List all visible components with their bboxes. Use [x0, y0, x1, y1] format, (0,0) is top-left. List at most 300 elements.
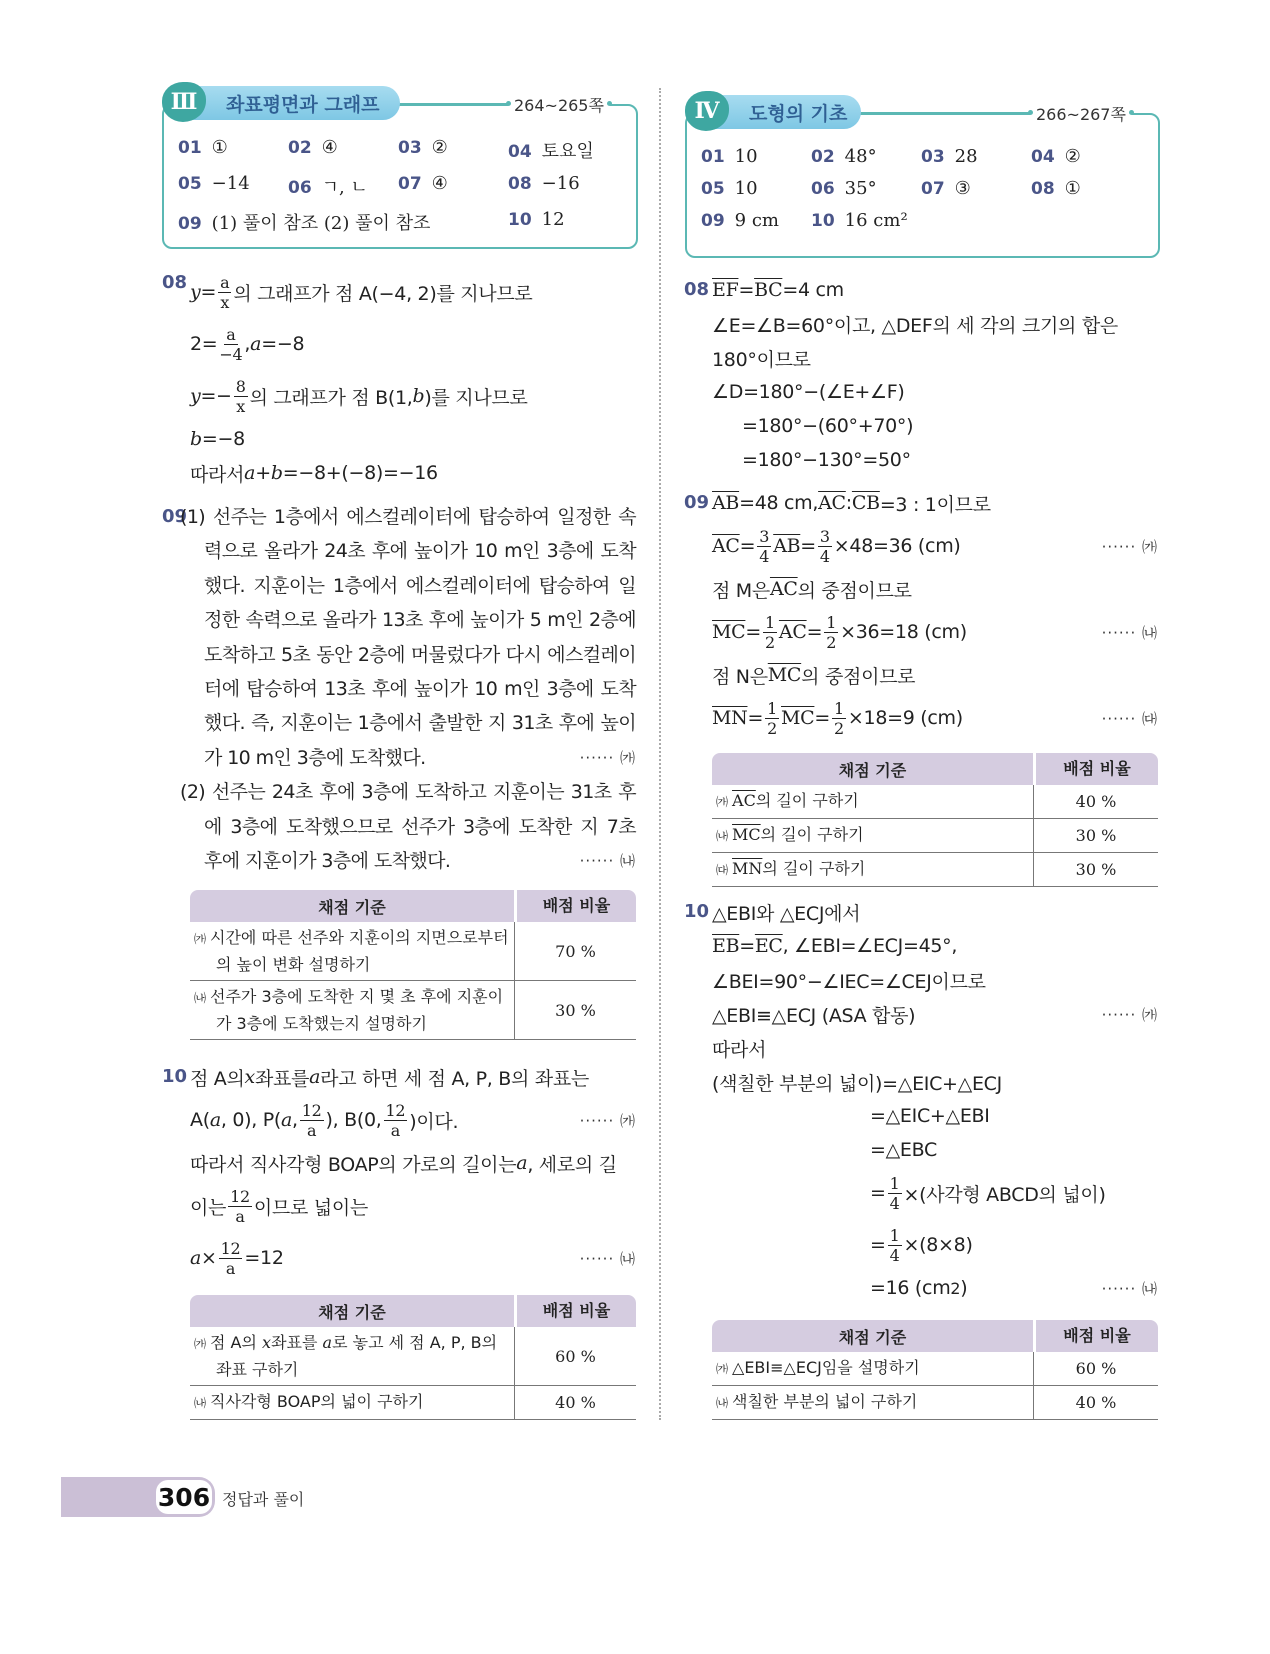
- text-run: , 0), P(: [220, 1109, 281, 1131]
- segment-label: $\overline{AC}$: [712, 535, 740, 557]
- text-run: =: [747, 707, 764, 729]
- text-run: 좌표를: [254, 1067, 310, 1090]
- solution-line: [190, 1146, 636, 1180]
- problem-body: [190, 1060, 636, 1284]
- solution-line: [712, 963, 1158, 997]
- segment-label: $\overline{AC}$: [732, 791, 756, 810]
- text-run: 의 중점이므로: [801, 665, 916, 688]
- solution-line: [190, 266, 636, 318]
- text-run: 180°이므로: [712, 348, 811, 371]
- answer-value: 10: [734, 178, 758, 199]
- text-run: 점 A의: [190, 1067, 245, 1090]
- text-run: 이는: [190, 1196, 227, 1219]
- ratio-cell: 30 %: [1033, 819, 1158, 852]
- text-run: =−8+(−8)=−16: [282, 462, 438, 484]
- section-pages: 266~267쪽: [1030, 102, 1132, 125]
- math-variable: b: [412, 385, 425, 407]
- answer-item: [1031, 178, 1151, 199]
- solution-line: [712, 1065, 1158, 1099]
- solution-line: [190, 422, 636, 456]
- math-variable: a: [244, 462, 256, 484]
- text-run: =: [806, 621, 823, 643]
- answer-value: (1) 풀이 참조 (2) 풀이 참조: [211, 213, 431, 234]
- text-run: ): [960, 1277, 968, 1299]
- solution-line: [712, 273, 1158, 307]
- text-run: 직사각형 BOAP의 넓이 구하기: [210, 1392, 424, 1411]
- answer-item: [508, 173, 628, 199]
- solution-line: [190, 456, 636, 490]
- table-header: [190, 890, 636, 922]
- table-header: [712, 753, 1158, 785]
- math-variable: y: [190, 281, 201, 303]
- table-row: [190, 922, 636, 981]
- fraction-denominator: 2: [767, 718, 777, 738]
- answer-value: ①: [211, 137, 228, 158]
- answer-item: [398, 137, 508, 163]
- fraction-denominator: a: [390, 1120, 400, 1140]
- solution-line: [712, 1031, 1158, 1065]
- step-marker: ······ ㈎: [579, 748, 636, 767]
- math-variable: x: [262, 1333, 272, 1352]
- problem-number: 10: [162, 1066, 188, 1087]
- text-run: =180°−130°=50°: [742, 449, 911, 471]
- table-header: [190, 1295, 636, 1327]
- segment-label: $\overline{BC}$: [754, 279, 783, 301]
- solution-line: [190, 1180, 636, 1232]
- segment-label: $\overline{MC}$: [781, 707, 815, 729]
- criterion-cell: [712, 1386, 1033, 1419]
- segment-label: $\overline{EB}$: [712, 935, 740, 957]
- answer-item: [1031, 146, 1151, 167]
- answer-item: [701, 178, 811, 199]
- column-header: 채점 기준: [838, 760, 907, 780]
- ratio-cell: 30 %: [1033, 853, 1158, 886]
- solution-paragraph: [180, 500, 636, 775]
- fraction-denominator: a: [225, 1258, 236, 1278]
- criterion-cell: [190, 1386, 514, 1419]
- answer-number: 03: [921, 147, 945, 167]
- step-marker: ······ ㈎: [1101, 1005, 1158, 1024]
- text-run: =−8: [201, 428, 245, 450]
- column-header: 채점 기준: [318, 1302, 386, 1322]
- answer-item: [288, 173, 398, 199]
- text-run: ∠BEI=90°−∠IEC=∠CEJ이므로: [712, 970, 986, 993]
- fraction: [234, 377, 248, 416]
- ratio-cell: 40 %: [1033, 1386, 1158, 1419]
- answer-number: 02: [811, 147, 835, 167]
- text-run: =180°−(60°+70°): [742, 415, 914, 437]
- scoring-table: [712, 1320, 1158, 1420]
- segment-label: $\overline{EF}$: [712, 279, 739, 301]
- criterion-tag: ㈎: [716, 795, 729, 809]
- solution-line: [712, 572, 1158, 606]
- step-marker: ······ ㈏: [579, 1249, 636, 1268]
- fraction-numerator: 1: [826, 612, 837, 632]
- section-title: 도형의 기초: [749, 102, 848, 125]
- criterion-tag: ㈏: [716, 1396, 729, 1410]
- answer-value: 토요일: [541, 141, 594, 162]
- text-run: :: [845, 492, 852, 514]
- solution-line: [712, 375, 1158, 409]
- answer-item: [701, 146, 811, 167]
- fraction-denominator: 2: [834, 718, 844, 738]
- solution-line: [712, 1133, 1158, 1167]
- solution-line: [190, 318, 636, 370]
- criterion-cell: [712, 1352, 1033, 1385]
- text-run: =: [739, 935, 755, 957]
- answer-value: ㄱ, ㄴ: [321, 177, 368, 198]
- text-run: 따라서 직사각형 BOAP의 가로의 길이는: [190, 1153, 517, 1176]
- answer-item: [398, 173, 508, 199]
- ratio-cell: 40 %: [514, 1386, 636, 1419]
- answer-value: 10: [734, 146, 758, 167]
- text-run: 의 길이 구하기: [762, 859, 866, 878]
- text-run: △EBI≡△ECJ임을 설명하기: [732, 1358, 920, 1377]
- ratio-cell: 30 %: [514, 981, 636, 1039]
- fraction-denominator: −4: [219, 344, 243, 364]
- answer-item: [811, 178, 921, 199]
- fraction-denominator: 4: [819, 546, 830, 566]
- text-run: 점 A의: [210, 1333, 263, 1352]
- fraction-numerator: 3: [819, 526, 830, 546]
- solution-line: [190, 370, 636, 422]
- text-run: ∠E=∠B=60°이고, △DEF의 세 각의 크기의 합은: [712, 314, 1118, 337]
- criterion-cell: [712, 785, 1033, 818]
- answer-value: 28: [954, 146, 978, 167]
- problem-number: 10: [684, 901, 710, 922]
- answer-value: 9 cm: [734, 210, 779, 231]
- answer-value: −14: [211, 173, 250, 194]
- fraction: [763, 613, 777, 652]
- text-run: ×18=9 (cm): [847, 707, 963, 729]
- text-run: =: [870, 1234, 886, 1256]
- problem-number: 08: [162, 272, 188, 293]
- fraction: [228, 1187, 252, 1226]
- segment-label: $\overline{AC}$: [778, 621, 807, 643]
- segment-label: $\overline{MC}$: [712, 621, 746, 643]
- paragraph-text: 선주는 24초 후에 3층에 도착하고 지훈이는 31초 후에 3층에 도착했으므로 선주가 3층에 도착한 지 7초 후에 지훈이가 3층에 도착했다.: [204, 781, 637, 873]
- problem-body: [712, 895, 1158, 1305]
- step-marker: ······ ㈐: [1101, 709, 1158, 728]
- solution-line: [712, 409, 1158, 443]
- text-run: +: [255, 462, 271, 484]
- text-run: =: [800, 535, 816, 557]
- text-run: ×: [201, 1247, 217, 1269]
- math-variable: a: [280, 1109, 293, 1131]
- problem-number: 08: [684, 279, 710, 300]
- fraction: [384, 1101, 408, 1140]
- text-run: , ∠EBI=∠ECJ=45°,: [782, 935, 958, 957]
- fraction: [757, 527, 771, 566]
- problem-body: [180, 500, 636, 878]
- solution-line: [712, 443, 1158, 477]
- math-variable: y: [190, 385, 201, 407]
- fraction-numerator: 8: [235, 376, 246, 396]
- column-header: 배점 비율: [514, 890, 636, 922]
- text-run: ×36=18 (cm): [840, 621, 967, 643]
- text-run: (색칠한 부분의 넓이)=△EIC+△ECJ: [712, 1072, 1002, 1095]
- answer-value: 48°: [844, 146, 877, 167]
- answer-value: 12: [541, 209, 565, 230]
- table-row: [712, 1352, 1158, 1386]
- math-variable: b: [270, 462, 283, 484]
- answer-number: 03: [398, 138, 422, 158]
- text-run: =: [200, 281, 217, 303]
- answer-item: [508, 209, 628, 235]
- answer-number: 09: [178, 214, 202, 234]
- ratio-cell: 70 %: [514, 922, 636, 980]
- criterion-cell: [712, 819, 1033, 852]
- answer-number: 01: [178, 138, 202, 158]
- answer-value: ③: [954, 178, 971, 199]
- section-numeral-badge: Ⅳ: [685, 91, 729, 131]
- text-run: 따라서: [712, 1038, 767, 1061]
- text-run: =−8: [261, 333, 305, 355]
- text-run: 의 길이 구하기: [755, 791, 859, 810]
- text-run: 의 그래프가 점 B(1,: [249, 386, 413, 409]
- text-run: 점 N은: [712, 665, 768, 688]
- step-marker: ······ ㈏: [579, 852, 636, 871]
- text-run: ×(사각형 ABCD의 넓이): [903, 1183, 1106, 1206]
- solution-line: [712, 1167, 1158, 1219]
- math-variable: a: [516, 1152, 528, 1174]
- math-variable: a: [322, 1333, 333, 1352]
- fraction-denominator: x: [236, 396, 245, 416]
- fraction: [888, 1174, 902, 1213]
- fraction: [300, 1101, 324, 1140]
- solution-line: [712, 1099, 1158, 1133]
- column-divider: [659, 88, 661, 1420]
- fraction-numerator: 1: [767, 698, 777, 718]
- text-run: =△EIC+△EBI: [870, 1105, 990, 1127]
- fraction-denominator: x: [220, 292, 230, 312]
- scoring-table: [190, 1295, 636, 1420]
- fraction: [219, 325, 242, 364]
- text-run: 선주가 3층에 도착한 지 몇 초 후에 지훈이가 3층에 도착했는지 설명하기: [210, 987, 504, 1033]
- answer-value: ④: [431, 173, 448, 194]
- text-run: =4 cm: [782, 279, 844, 301]
- column-header: 채점 기준: [318, 897, 386, 917]
- segment-label: $\overline{AC}$: [818, 492, 846, 514]
- column-header: 채점 기준: [838, 1327, 907, 1347]
- text-run: 의 중점이므로: [797, 579, 912, 602]
- answer-value: ②: [1064, 146, 1081, 167]
- criterion-tag: ㈐: [716, 863, 729, 877]
- solution-line: [712, 1271, 1158, 1305]
- answer-number: 04: [508, 142, 532, 162]
- fraction-denominator: 4: [889, 1245, 900, 1265]
- solution-line: [712, 1219, 1158, 1271]
- criterion-cell: [190, 922, 514, 980]
- fraction-numerator: 12: [385, 1100, 406, 1120]
- text-run: ×(8×8): [903, 1234, 973, 1256]
- section-title: 좌표평면과 그래프: [226, 93, 380, 116]
- fraction-numerator: 12: [230, 1186, 250, 1206]
- answer-item: [811, 146, 921, 167]
- criterion-cell: [190, 1327, 514, 1385]
- answer-item: [178, 137, 288, 163]
- text-run: 2=: [190, 333, 218, 355]
- answer-grid: [701, 146, 1151, 231]
- segment-label: $\overline{MC}$: [732, 825, 761, 844]
- text-run: =: [870, 1182, 886, 1204]
- answer-number: 05: [178, 174, 202, 194]
- criterion-tag: ㈎: [194, 1337, 207, 1351]
- answer-item: [508, 137, 628, 163]
- paragraph-text: 선주는 1층에서 에스컬레이터에 탑승하여 일정한 속력으로 올라가 24초 후에 높이가 10 m인 3층에 도착했다. 지훈이는 1층에서 에스컬레이터에 탑승하여 일정한 속력으로 올라가 13초 후에 높이가 5 m인 2층에 도착하고 5초 동안 2층에 머물렀다가 다시 에스컬레이터에 탑승하여 13초 후에 높이가 10 m인 3층에 도착했다. 즉, 지훈이는 1층에서 출발한 지 31초 후에 높이가 10 m인 3층에 도착했다.: [204, 506, 636, 769]
- segment-label: $\overline{AB}$: [712, 492, 740, 514]
- solution-line: [712, 341, 1158, 375]
- solution-line: [190, 1094, 636, 1146]
- fraction-numerator: 1: [834, 698, 844, 718]
- segment-label: $\overline{AC}$: [769, 578, 798, 600]
- solution-line: [190, 1232, 636, 1284]
- answer-value: 16 cm²: [844, 210, 908, 231]
- text-run: =12: [244, 1247, 284, 1269]
- answer-value: ①: [1064, 178, 1081, 199]
- text-run: )를 지나므로: [424, 386, 528, 409]
- fraction-denominator: 4: [759, 546, 770, 566]
- problem-body: [712, 273, 1158, 477]
- solution-line: [712, 520, 1158, 572]
- fraction-numerator: 1: [765, 612, 775, 632]
- section-numeral-badge: Ⅲ: [162, 82, 206, 122]
- scoring-table: [712, 753, 1158, 887]
- page-number: 306: [156, 1480, 212, 1514]
- answer-number: 10: [508, 210, 532, 230]
- segment-label: $\overline{MN}$: [732, 859, 763, 878]
- text-run: =: [745, 621, 762, 643]
- table-row: [190, 1327, 636, 1386]
- text-run: =−: [200, 385, 232, 407]
- criterion-cell: [190, 981, 514, 1039]
- criterion-tag: ㈎: [716, 1362, 729, 1376]
- text-run: 좌표를: [271, 1333, 323, 1352]
- fraction-numerator: 1: [889, 1225, 900, 1245]
- problem-body: [712, 486, 1158, 744]
- fraction: [219, 1239, 243, 1278]
- text-run: ,: [292, 1109, 298, 1131]
- fraction-denominator: 2: [826, 632, 837, 652]
- step-marker: ······ ㈎: [1101, 537, 1158, 556]
- problem-body: [190, 266, 636, 490]
- solution-line: [712, 307, 1158, 341]
- fraction-numerator: a: [220, 272, 230, 292]
- criterion-tag: ㈏: [194, 991, 207, 1005]
- column-header: 배점 비율: [1033, 1320, 1158, 1352]
- fraction: [824, 613, 838, 652]
- step-marker: ······ ㈏: [1101, 1279, 1158, 1298]
- column-header: 배점 비율: [1033, 753, 1158, 785]
- answer-number: 02: [288, 138, 312, 158]
- text-run: =: [814, 707, 831, 729]
- math-variable: a: [190, 1247, 202, 1269]
- text-run: 점 M은: [712, 579, 770, 602]
- solution-line: [712, 486, 1158, 520]
- criterion-tag: ㈎: [194, 932, 207, 946]
- text-run: =: [739, 535, 756, 557]
- fraction-denominator: 2: [765, 632, 775, 652]
- segment-label: $\overline{EC}$: [754, 935, 783, 957]
- text-run: 로 놓고 세 점 A, P, B의 좌표 구하기: [216, 1333, 498, 1379]
- fraction-denominator: a: [307, 1120, 317, 1140]
- problem-number: 09: [684, 492, 710, 513]
- criterion-cell: [712, 853, 1033, 886]
- text-run: 의 길이 구하기: [760, 825, 864, 844]
- answer-number: 04: [1031, 147, 1055, 167]
- text-run: A(: [190, 1109, 210, 1131]
- criterion-tag: ㈏: [716, 829, 729, 843]
- ratio-cell: 60 %: [1033, 1352, 1158, 1385]
- fraction: [765, 699, 779, 738]
- answer-item: [701, 210, 811, 231]
- math-variable: a: [250, 333, 262, 355]
- text-run: =48 cm,: [739, 492, 819, 514]
- problem-number: 09: [162, 506, 188, 527]
- answer-number: 09: [701, 211, 725, 231]
- answer-value: 35°: [844, 178, 877, 199]
- text-run: △EBI≡△ECJ (ASA 합동): [712, 1004, 916, 1027]
- segment-label: $\overline{AB}$: [773, 535, 801, 557]
- table-row: [190, 981, 636, 1040]
- table-row: [712, 853, 1158, 887]
- fraction: [818, 527, 832, 566]
- answer-item: [921, 146, 1031, 167]
- step-marker: ······ ㈏: [1101, 623, 1158, 642]
- text-run: 이므로 넓이는: [253, 1196, 368, 1219]
- answer-number: 06: [811, 179, 835, 199]
- answer-number: 07: [398, 174, 422, 194]
- criterion-tag: ㈏: [194, 1396, 207, 1410]
- fraction-numerator: 12: [301, 1100, 322, 1120]
- answer-item: [288, 137, 398, 163]
- fraction-denominator: a: [235, 1206, 245, 1226]
- solution-paragraph: [180, 775, 636, 878]
- answer-item: [178, 209, 508, 235]
- fraction-numerator: 3: [759, 526, 770, 546]
- fraction: [888, 1226, 902, 1265]
- section-pages: 264~265쪽: [508, 93, 610, 116]
- text-run: , 세로의 길: [527, 1153, 617, 1176]
- footer-label: 정답과 풀이: [222, 1490, 305, 1509]
- fraction-numerator: 12: [220, 1238, 241, 1258]
- fraction-numerator: a: [226, 324, 236, 344]
- answer-number: 06: [288, 178, 312, 198]
- answer-number: 08: [508, 174, 532, 194]
- answer-number: 01: [701, 147, 725, 167]
- solution-line: [190, 1060, 636, 1094]
- answer-number: 07: [921, 179, 945, 199]
- step-marker: ······ ㈎: [579, 1111, 636, 1130]
- text-run: =△EBC: [870, 1139, 938, 1161]
- segment-label: $\overline{MC}$: [767, 664, 802, 686]
- answer-item: [811, 210, 921, 231]
- fraction-denominator: 4: [889, 1193, 900, 1213]
- text-run: 색칠한 부분의 넓이 구하기: [732, 1392, 918, 1411]
- answer-number: 05: [701, 179, 725, 199]
- fraction: [832, 699, 846, 738]
- solution-line: [712, 658, 1158, 692]
- solution-line: [712, 929, 1158, 963]
- table-header: [712, 1320, 1158, 1352]
- answer-item: [178, 173, 288, 199]
- segment-label: $\overline{CB}$: [851, 492, 880, 514]
- answer-value: ②: [431, 137, 448, 158]
- text-run: =3 : 1이므로: [879, 493, 991, 516]
- table-row: [712, 819, 1158, 853]
- solution-line: [712, 895, 1158, 929]
- ratio-cell: 40 %: [1033, 785, 1158, 818]
